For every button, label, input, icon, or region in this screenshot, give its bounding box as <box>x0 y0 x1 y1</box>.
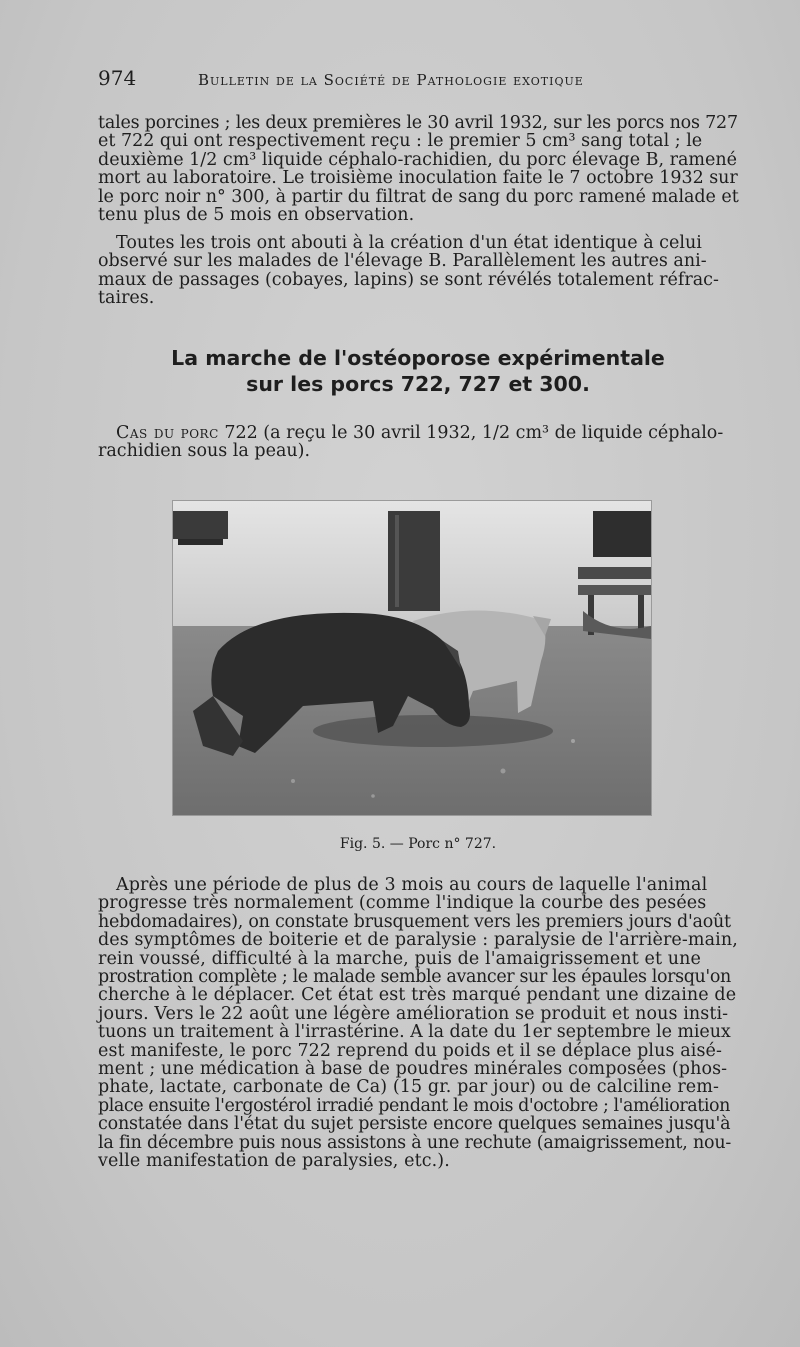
text-line: phate, lactate, carbonate de Ca) (15 gr. par jour) ou de calciline rem- <box>98 1077 719 1098</box>
text-line: ment ; une médication à base de poudres minérales composées (phos- <box>98 1059 728 1080</box>
text-line: velle manifestation de paralysies, etc.). <box>98 1151 450 1172</box>
text-line: observé sur les malades de l'élevage B. Parallèlement les autres ani- <box>98 251 707 272</box>
text-line: maux de passages (cobayes, lapins) se sont révélés totalement réfrac- <box>98 269 719 290</box>
text-line: est manifeste, le porc 722 reprend du poids et il se déplace plus aisé- <box>98 1040 723 1061</box>
figure-caption: Fig. 5. — Porc n° 727. <box>339 836 497 852</box>
text-line: rachidien sous la peau). <box>98 441 311 462</box>
text-line: deuxième 1/2 cm³ liquide céphalo-rachidien, du porc élevage B, ramené <box>98 149 737 170</box>
photo-illustration <box>173 501 651 815</box>
text-line: Toutes les trois ont abouti à la création d'un état identique à celui <box>116 233 702 253</box>
text-line: hebdomadaires), on constate brusquement vers les premiers jours d'août <box>98 911 731 932</box>
text-line: jours. Vers le 22 août une légère amélioration se produit et nous insti- <box>98 1003 729 1024</box>
text-line: des symptômes de boiterie et de paralysie : paralysie de l'arrière-main, <box>98 930 738 951</box>
section-title-line: La marche de l'ostéoporose expérimentale <box>171 346 665 370</box>
case-paragraph <box>98 424 738 461</box>
text-line: tenu plus de 5 mois en observation. <box>98 205 415 226</box>
pig-photograph <box>172 500 652 816</box>
text-line: le porc noir n° 300, à partir du filtrat de sang du porc ramené malade et <box>98 186 739 207</box>
section-title-line: sur les porcs 722, 727 et 300. <box>246 372 590 396</box>
second-paragraph <box>98 234 738 308</box>
text-line: la fin décembre puis nous assistons à une rechute (amaigrissement, nou- <box>98 1132 732 1153</box>
text-line: Après une période de plus de 3 mois au cours de laquelle l'animal <box>116 875 708 895</box>
running-head: Bulletin de la Société de Pathologie exotique <box>198 71 584 89</box>
text-line: et 722 qui ont respectivement reçu : le premier 5 cm³ sang total ; le <box>98 131 703 152</box>
text-line: rein voussé, difficulté à la marche, puis de l'amaigrissement et une <box>98 948 701 969</box>
main-paragraph <box>98 876 738 1171</box>
text-line: mort au laboratoire. Le troisième inoculation faite le 7 octobre 1932 sur <box>98 168 738 189</box>
case-lead: Cas du porc <box>116 423 219 443</box>
text-line: cherche à le déplacer. Cet état est très marqué pendant une dizaine de <box>98 985 737 1006</box>
text-line: progresse très normalement (comme l'indique la courbe des pesées <box>98 893 707 914</box>
section-title <box>98 345 738 397</box>
text-line <box>98 424 738 442</box>
page-number: 974 <box>98 66 137 90</box>
text-line: prostration complète ; le malade semble avancer sur les épaules lorsqu'on <box>98 967 731 988</box>
text-line: tales porcines ; les deux premières le 30 avril 1932, sur les porcs nos 727 <box>98 113 738 133</box>
page-header <box>98 66 658 96</box>
text-line: place ensuite l'ergostérol irradié pendant le mois d'octobre ; l'amélioration <box>98 1095 730 1116</box>
intro-paragraph <box>98 114 738 224</box>
case-line-rest: 722 (a reçu le 30 avril 1932, 1/2 cm³ de liquide céphalo- <box>218 423 724 443</box>
text-line: taires. <box>98 288 155 309</box>
text-line: tuons un traitement à l'irrastérine. A la date du 1er septembre le mieux <box>98 1022 731 1043</box>
text-line: constatée dans l'état du sujet persiste encore quelques semaines jusqu'à <box>98 1114 731 1135</box>
